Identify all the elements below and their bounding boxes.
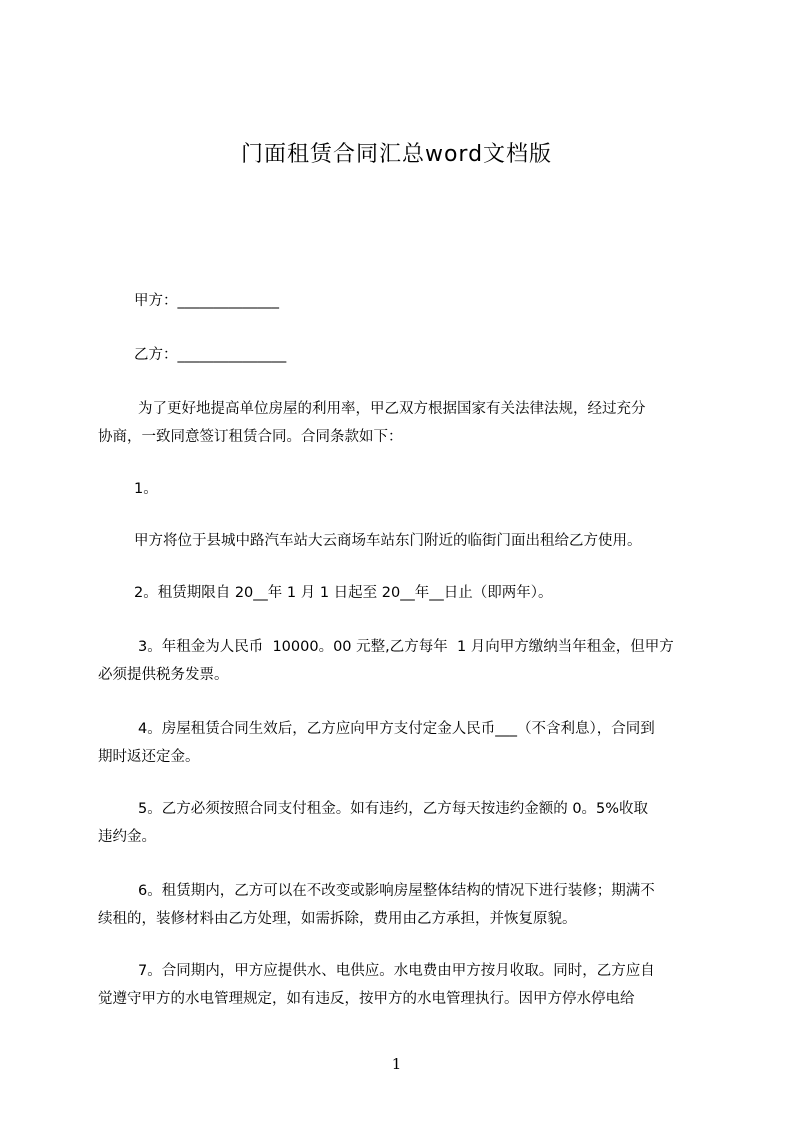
clause-6-line2: 续租的，装修材料由乙方处理，如需拆除，费用由乙方承担，并恢复原貌。 — [98, 911, 577, 927]
party-b-line: 乙方：_______________ — [134, 347, 287, 363]
clause-5-line1: 5。乙方必须按照合同支付租金。如有违约，乙方每天按违约金额的 0。5%收取 — [138, 801, 649, 817]
clause-3-line2: 必须提供税务发票。 — [98, 667, 229, 683]
clause-7-line1: 7。合同期内，甲方应提供水、电供应。水电费由甲方按月收取。同时，乙方应自 — [138, 963, 655, 979]
party-a-line: 甲方：______________ — [134, 293, 279, 309]
clause-2: 2。租赁期限自 20__年 1 月 1 日起至 20__年__日止（即两年）。 — [134, 585, 553, 601]
clause-1-number: 1。 — [134, 481, 158, 497]
page-number: 1 — [391, 1055, 402, 1073]
clause-3-line1: 3。年租金为人民币 10000。00 元整,乙方每年 1 月向甲方缴纳当年租金，但甲方 — [138, 639, 674, 655]
intro-paragraph-line2: 协商，一致同意签订租赁合同。合同条款如下： — [98, 429, 403, 445]
clause-4-line2: 期时返还定金。 — [98, 749, 200, 765]
clause-5-line2: 违约金。 — [98, 829, 156, 845]
clause-7-line2: 觉遵守甲方的水电管理规定，如有违反，按甲方的水电管理执行。因甲方停水停电给 — [98, 991, 635, 1007]
clause-4-line1: 4。房屋租赁合同生效后，乙方应向甲方支付定金人民币___（不含利息），合同到 — [138, 721, 655, 737]
intro-paragraph-line1: 为了更好地提高单位房屋的利用率，甲乙双方根据国家有关法律法规，经过充分 — [138, 401, 646, 417]
document-title: 门面租赁合同汇总word文档版 — [240, 142, 553, 167]
clause-6-line1: 6。租赁期内，乙方可以在不改变或影响房屋整体结构的情况下进行装修；期满不 — [138, 883, 655, 899]
clause-1-text: 甲方将位于县城中路汽车站大云商场车站东门附近的临街门面出租给乙方使用。 — [134, 533, 642, 549]
